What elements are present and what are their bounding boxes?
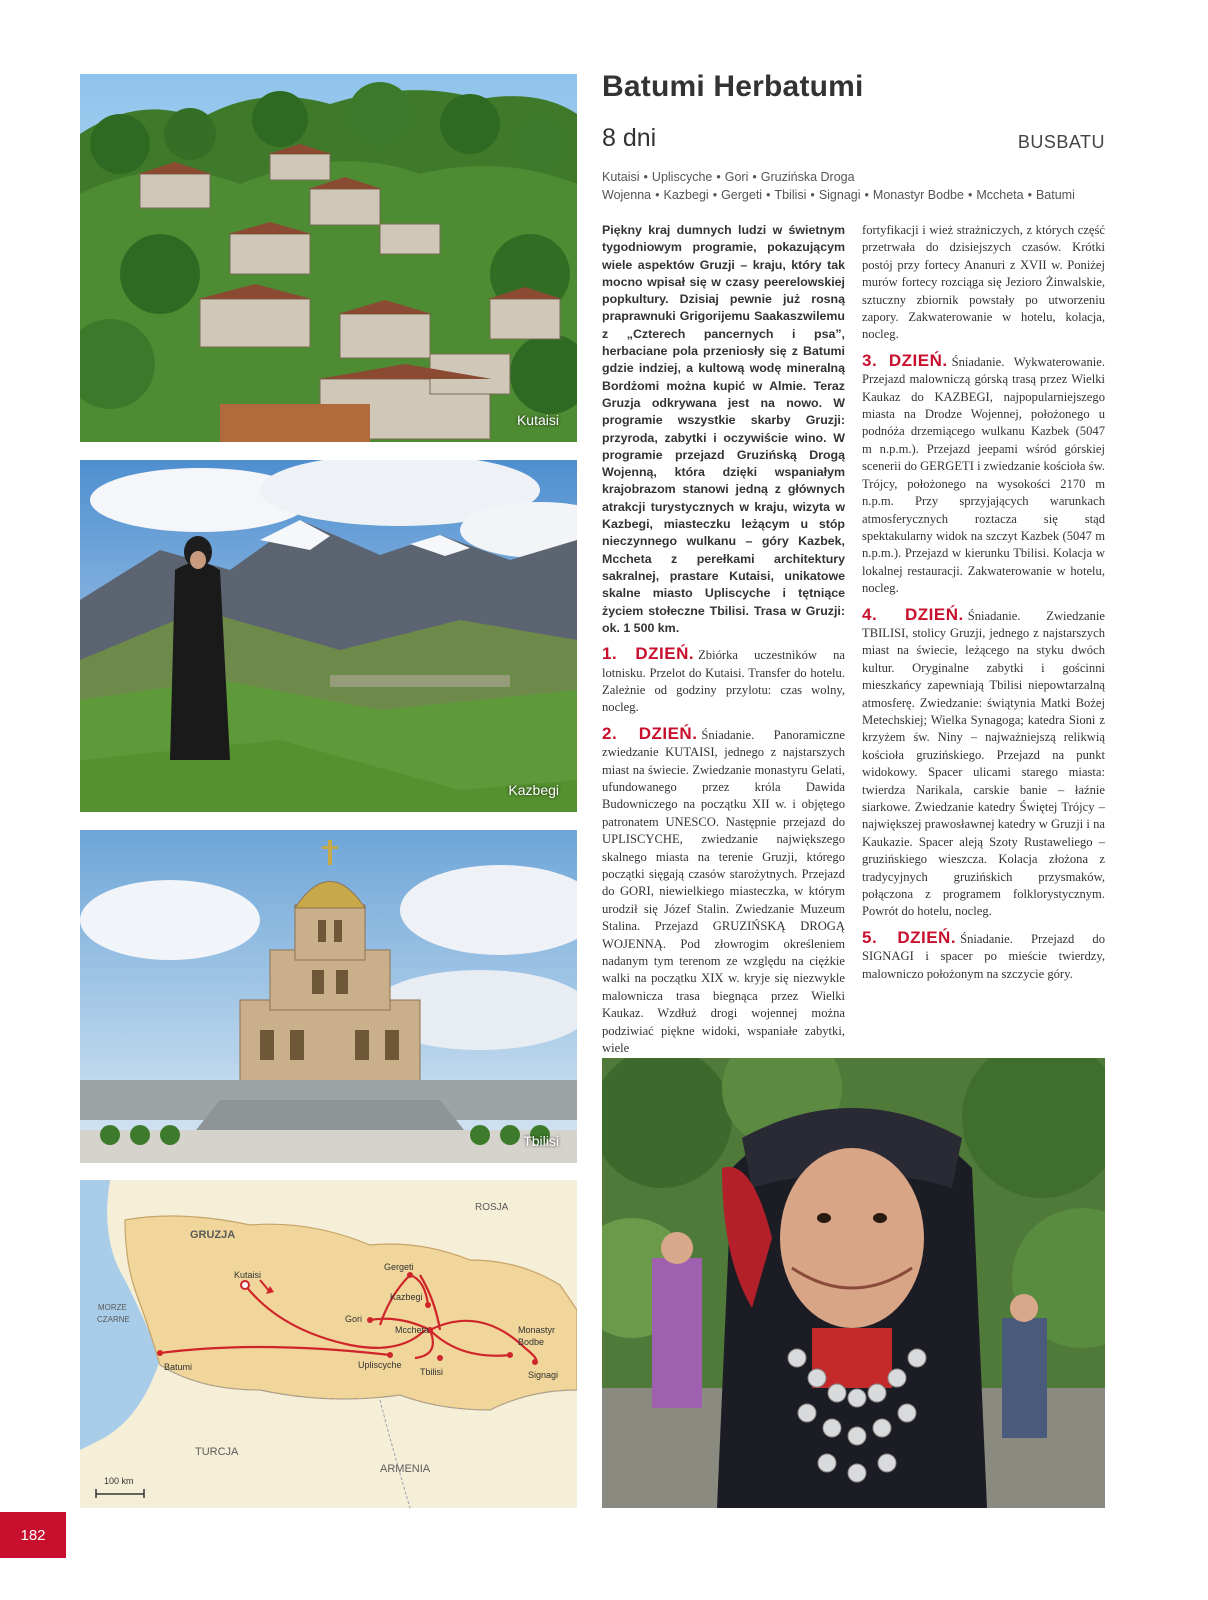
map-city-signagi: Signagi bbox=[528, 1370, 559, 1380]
route-list bbox=[602, 168, 1105, 204]
text-column-right bbox=[862, 222, 1105, 991]
day-1-text: Zbiórka uczestników na lotnisku. Przelot do Kutaisi. Transfer do hotelu. Zależnie od godziny przylotu: czas wolny, nocleg. bbox=[602, 648, 846, 715]
route-separator: • bbox=[643, 170, 648, 184]
map-city-batumi: Batumi bbox=[164, 1362, 193, 1372]
route-separator: • bbox=[1027, 188, 1032, 202]
map-city-tbilisi: Tbilisi bbox=[420, 1367, 444, 1377]
photo-tbilisi bbox=[80, 830, 577, 1163]
route-separator: • bbox=[712, 188, 718, 202]
route-separator: • bbox=[967, 188, 973, 202]
day-5-text: Śniadanie. Przejazd do SIGNAGI i spacer po mieście twierdzy, malowniczo położonym na szczycie góry. bbox=[862, 931, 1105, 981]
route-separator: • bbox=[864, 188, 869, 202]
trip-duration: 8 dni bbox=[602, 124, 657, 152]
map-city-gergeti: Gergeti bbox=[384, 1262, 414, 1272]
trip-operator-code: BUSBATU bbox=[1017, 132, 1105, 152]
map-city-upliscyche: Upliscyche bbox=[358, 1360, 402, 1370]
route-stop: Monastyr Bodbe bbox=[872, 188, 964, 202]
map-city-monastyr-2: Bodbe bbox=[518, 1337, 545, 1347]
girl-figure bbox=[717, 1108, 987, 1508]
map-label-russia: ROSJA bbox=[475, 1202, 509, 1213]
day-1 bbox=[602, 645, 845, 717]
day-2-label: 2. DZIEŃ. bbox=[602, 723, 698, 743]
day-3-text: Śniadanie. Wykwaterowanie. Przejazd malowniczą górską trasą przez Wielki Kaukaz do KAZBEGI, najpopularniejszego miasta na Drodze Wojennej, położonego u podnóża drzemiącego wulkanu Kazbek (5047 m n.p.m.). Przejazd jeepami wśród górskiej scenerii do GERGETI i zwiedzanie kościoła św. Trójcy, położonego na wysokości 2170 m n.p.m. Przy sprzyjających warunkach atmosferycznych roztacza się stąd spektakularny widok na szczyt Kazbek (5047 m n.p.m.). Przejazd w kierunku Tbilisi. Kolacja w lokalnej restauracji. Zakwaterowanie w hotelu, nocleg. bbox=[862, 354, 1105, 596]
route-separator: • bbox=[810, 188, 815, 202]
route-stop: Kutaisi bbox=[602, 170, 640, 184]
kutaisi-hillside-illustration bbox=[80, 74, 577, 442]
map-city-monastyr-1: Monastyr bbox=[518, 1325, 556, 1335]
day-4-label: 4. DZIEŃ. bbox=[862, 604, 964, 624]
route-separator: • bbox=[766, 188, 771, 202]
route-stop: Kazbegi bbox=[663, 188, 709, 202]
day-4-text: Śniadanie. Zwiedzanie TBILISI, stolicy Gruzji, jednego z najstarszych miast na świecie, leżącego na styku dwóch kultur. Oryginalne zabytki i gościnni mieszkańcy zapewniają Tbilisi niepowtarzalną atmosferę. Zwiedzanie: świątynia Matki Bożej Metechskiej; Wielka Synagoga; katedra Sioni z krzyżem św. Niny – najważniejszą relikwią kościoła gruzińskiego. Przejazd na punkt widokowy. Spacer ulicami starego miasta: twierdza Narikala, carskie banie – łaźnie siarkowe. Zwiedzanie katedry Świętej Trójcy – największej prawosławnej katedry w Gruzji i na Kaukazie. Spacer aleją Szoty Rustaweliego – gruzińskiego wieszcza. Kolacja złożona z tradycyjnych gruzińskich przysmaków, połączona z programem folklorystycznym. Powrót do hotelu, nocleg. bbox=[862, 608, 1106, 919]
route-stop: Gergeti bbox=[721, 188, 763, 202]
route-stop: Upliscyche bbox=[651, 170, 713, 184]
map-city-kutaisi: Kutaisi bbox=[234, 1270, 262, 1280]
girl-folk-costume-illustration bbox=[602, 1058, 1105, 1508]
page-title: Batumi Herbatumi bbox=[602, 70, 864, 103]
map-label-sea-1: MORZE bbox=[98, 1303, 127, 1312]
day-2-continued: fortyfikacji i wież strażniczych, z których część przetrwała do dzisiejszych czasów. Krótki postój przy fortecy Ananuri z XVII w. Poniżej murów fortecy rozciąga się Jezioro Żinwalskie, sztuczny zbiornik powstały po utworzeniu zapory. Zakwaterowanie w hotelu, kolacja, nocleg. bbox=[862, 223, 1105, 342]
page-number: 182 bbox=[0, 1512, 66, 1558]
route-map-svg bbox=[80, 1180, 577, 1508]
route-stop: Gruzińska Droga Wojenna bbox=[602, 170, 855, 202]
day-2-text: Śniadanie. Panoramiczne zwiedzanie KUTAISI, jednego z najstarszych miast na świecie. Zwiedzanie monastyru Gelati, ufundowanego przez króla Dawida Budowniczego na początku XII w. i objętego patronatem UNESCO. Następnie przejazd do UPLISCYCHE, zwiedzanie największego skalnego miasta na terenie Gruzji, którego początki sięgają czasów starożytnych. Przejazd do GORI, niewielkiego miasteczka, w którym urodził się Józef Stalin. Zwiedzanie Muzeum Stalina. Przejazd GRUZIŃSKĄ DROGĄ WOJENNĄ. Pod złowrogim określeniem nadanym tym terenom ze względu na ciężkie walki na początku XIX w. kryje się niezwykle malownicza trasa biegnąca przez Wielki Kaukaz. Wzdłuż drogi wojennej można podziwiać piękne widoki, wspaniałe zabytki, wiele bbox=[602, 727, 846, 1056]
photo-caption-kazbegi: Kazbegi bbox=[508, 782, 559, 798]
intro-paragraph: Piękny kraj dumnych ludzi w świetnym tygodniowym programie, pokazującym wiele aspektów Gruzji – kraju, który tak mocno wpisał się w czasy peerelowskiej popkultury. Dzisiaj pewnie już rosną praprawnuki Grigorijemu Saakaszwilemu z „Czterech pancernych i psa”, herbaciane pola przeniosły się z Batumi gdzie indziej, a kultową wodę mineralną Bordżomi można kupić w Almie. Teraz Gruzja odkrywana jest na nowo. W programie wszystkie skarby Gruzji: przyroda, zabytki i oczywiście wino. W programie przejazd Gruzińską Drogą Wojenną, która dzięki wspaniałym krajobrazom stanowi jedną z głównych atrakcji turystycznych w kraju, wizyta w Kazbegi, miasteczku leżącym u stóp nieczynnego wulkanu – góry Kazbek, Mccheta z perełkami architektury sakralnej, prastare Kutaisi, unikatowe skalne miasto Upliscyche i tętniące życiem stołeczne Tbilisi. Trasa w Gruzji: ok. 1 500 km. bbox=[602, 223, 845, 635]
map-city-gori: Gori bbox=[345, 1314, 363, 1324]
photo-kutaisi bbox=[80, 74, 577, 442]
day-3 bbox=[862, 352, 1105, 598]
map-label-armenia: ARMENIA bbox=[380, 1463, 431, 1475]
map-city-mccheta: Mccheta bbox=[395, 1325, 430, 1335]
route-separator: • bbox=[655, 188, 660, 202]
photo-kazbegi bbox=[80, 460, 577, 812]
map-label-turkey: TURCJA bbox=[195, 1446, 239, 1458]
day-4 bbox=[862, 606, 1105, 921]
day-3-label: 3. DZIEŃ. bbox=[862, 350, 948, 370]
map-label-sea-2: CZARNE bbox=[97, 1315, 130, 1324]
day-1-label: 1. DZIEŃ. bbox=[602, 644, 695, 664]
photo-caption-kutaisi: Kutaisi bbox=[516, 412, 559, 428]
kazbegi-mountain-illustration bbox=[80, 460, 577, 812]
photo-girl-folk-costume bbox=[602, 1058, 1105, 1508]
text-column-left bbox=[602, 222, 845, 1065]
route-stop: Gori bbox=[724, 170, 749, 184]
map-label-georgia: GRUZJA bbox=[190, 1229, 236, 1241]
day-5-label: 5. DZIEŃ. bbox=[862, 927, 957, 947]
route-stop: Batumi bbox=[1035, 188, 1075, 202]
map-city-kazbegi: Kazbegi bbox=[390, 1292, 423, 1302]
route-separator: • bbox=[752, 170, 757, 184]
day-2 bbox=[602, 725, 845, 1058]
photo-caption-tbilisi: Tbilisi bbox=[523, 1133, 559, 1149]
route-stop: Tbilisi bbox=[774, 188, 807, 202]
route-stop: Signagi bbox=[818, 188, 861, 202]
route-map bbox=[80, 1180, 577, 1508]
route-separator: • bbox=[716, 170, 721, 184]
map-scale-label: 100 km bbox=[104, 1476, 134, 1486]
tbilisi-cathedral-illustration bbox=[80, 830, 577, 1163]
route-stop: Mccheta bbox=[976, 188, 1024, 202]
day-5 bbox=[862, 929, 1105, 983]
